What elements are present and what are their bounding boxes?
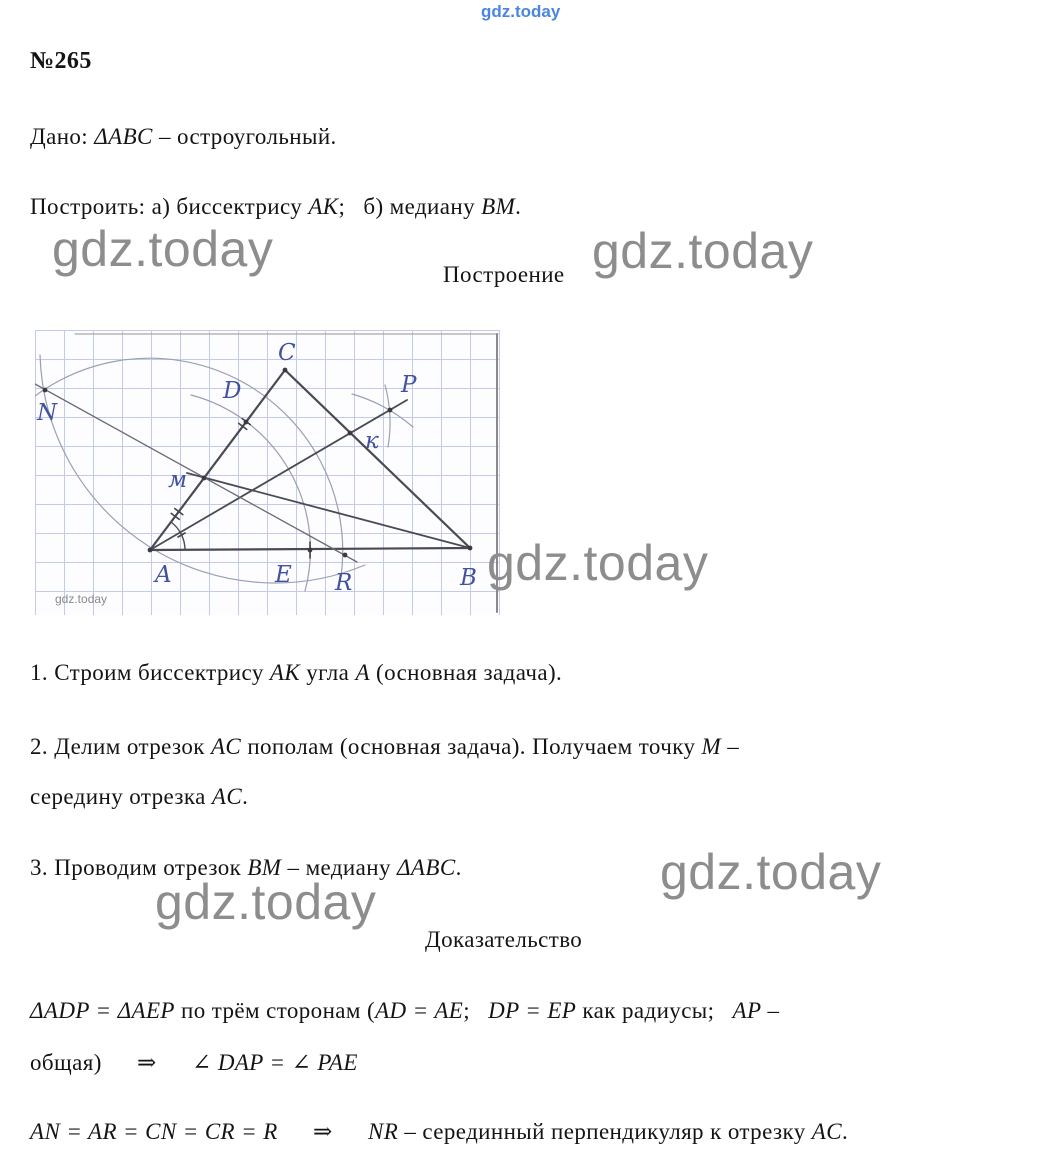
text-segment: – медиану — [281, 855, 398, 880]
point-label-R: R — [335, 570, 353, 596]
site-watermark-top: gdz.today — [481, 2, 561, 21]
point-label-M: м — [168, 467, 188, 493]
text-segment: – — [761, 998, 780, 1023]
step-3 — [30, 843, 462, 893]
point-D — [244, 420, 249, 425]
problem-number: №265 — [30, 48, 92, 74]
proof-title: Доказательство — [425, 927, 583, 952]
point-label-D: D — [223, 378, 242, 404]
point-label-C: C — [278, 340, 296, 366]
text-segment: середину отрезка — [30, 784, 212, 809]
arc-from-A — [35, 358, 343, 577]
math-segment: AC — [210, 734, 242, 759]
median-BM — [187, 473, 470, 548]
math-segment: ∠ DAP = ∠ PAE — [192, 1050, 358, 1075]
math-segment: BM — [247, 855, 282, 880]
math-segment: ΔADP = ΔAEP — [30, 998, 175, 1023]
proof-line-1 — [30, 985, 1040, 1089]
text-segment: – серединный перпендикуляр к отрезку — [398, 1119, 812, 1144]
tick-marks — [171, 419, 310, 558]
math-segment: BM — [481, 194, 516, 219]
watermark: gdz.today — [52, 221, 274, 277]
text-segment: . — [242, 784, 249, 809]
math-segment: AC — [211, 784, 243, 809]
point-R — [343, 553, 348, 558]
math-segment: NR — [367, 1119, 399, 1144]
point-label-K: к — [365, 428, 379, 454]
perpendicular-bisector-NR — [35, 384, 357, 562]
math-segment: A — [355, 660, 370, 685]
point-label-P: P — [401, 372, 417, 398]
text-segment: – — [721, 734, 740, 759]
proof-line-2 — [30, 1107, 1050, 1157]
point-A — [148, 548, 153, 553]
point-label-N: N — [37, 400, 58, 426]
math-segment: AC — [811, 1119, 842, 1144]
arc-from-D — [385, 385, 390, 447]
text-segment: 3. Проводим отрезок — [30, 855, 248, 880]
bisector-AK — [150, 400, 407, 550]
construction-title: Построение — [443, 262, 565, 287]
construction-drawing — [35, 330, 500, 615]
point-N — [43, 388, 48, 393]
text-segment: 1. Строим биссектрису — [30, 660, 270, 685]
point-K — [348, 431, 353, 436]
text-segment: (основная задача). — [369, 660, 563, 685]
math-segment: M — [701, 734, 722, 759]
math-segment: AP — [732, 998, 762, 1023]
text-segment: . — [455, 855, 462, 880]
construction-figure-svg — [35, 330, 500, 615]
text-segment: по трём сторонам ( — [174, 998, 376, 1023]
text-segment: пополам (основная задача). Получаем точку — [241, 734, 702, 759]
point-label-A: A — [155, 562, 172, 588]
text-segment: общая) ⇒ — [30, 1050, 193, 1075]
text-segment: как радиусы; — [576, 998, 733, 1023]
text-segment: . — [515, 194, 522, 219]
math-segment: AN = AR = CN = CR = R — [30, 1119, 278, 1144]
math-segment: ΔABC — [94, 124, 153, 149]
point-C — [283, 368, 288, 373]
point-E — [308, 548, 313, 553]
point-M — [202, 476, 207, 481]
watermark: gdz.today — [487, 535, 709, 591]
text-segment: угла — [300, 660, 356, 685]
text-segment: ; — [463, 998, 489, 1023]
math-segment: ΔABC — [397, 855, 456, 880]
step-2 — [30, 722, 1030, 822]
watermark: gdz.today — [592, 223, 814, 279]
math-segment: AK — [308, 194, 339, 219]
math-segment: DP = EP — [488, 998, 577, 1023]
watermark: gdz.today — [660, 844, 882, 900]
text-segment: – остроугольный. — [152, 124, 337, 149]
text-segment: . — [841, 1119, 849, 1144]
math-segment: AK — [269, 660, 301, 685]
text-segment: ⇒ — [277, 1119, 368, 1144]
point-P — [388, 408, 393, 413]
given-line — [30, 112, 337, 162]
text-segment: 2. Делим отрезок — [30, 734, 211, 759]
point-label-E: E — [275, 562, 292, 588]
text-segment: ; б) медиану — [338, 194, 482, 219]
point-B — [468, 546, 473, 551]
figure-watermark: gdz.today — [55, 592, 108, 606]
watermark: gdz.today — [155, 874, 377, 930]
step-1 — [30, 648, 562, 698]
task-line — [30, 182, 521, 232]
text-segment: Дано: — [30, 124, 95, 149]
text-segment: Построить: а) биссектрису — [30, 194, 309, 219]
arc-from-E — [352, 394, 413, 427]
math-segment: AD = AE — [375, 998, 464, 1023]
point-label-B: В — [460, 565, 477, 591]
